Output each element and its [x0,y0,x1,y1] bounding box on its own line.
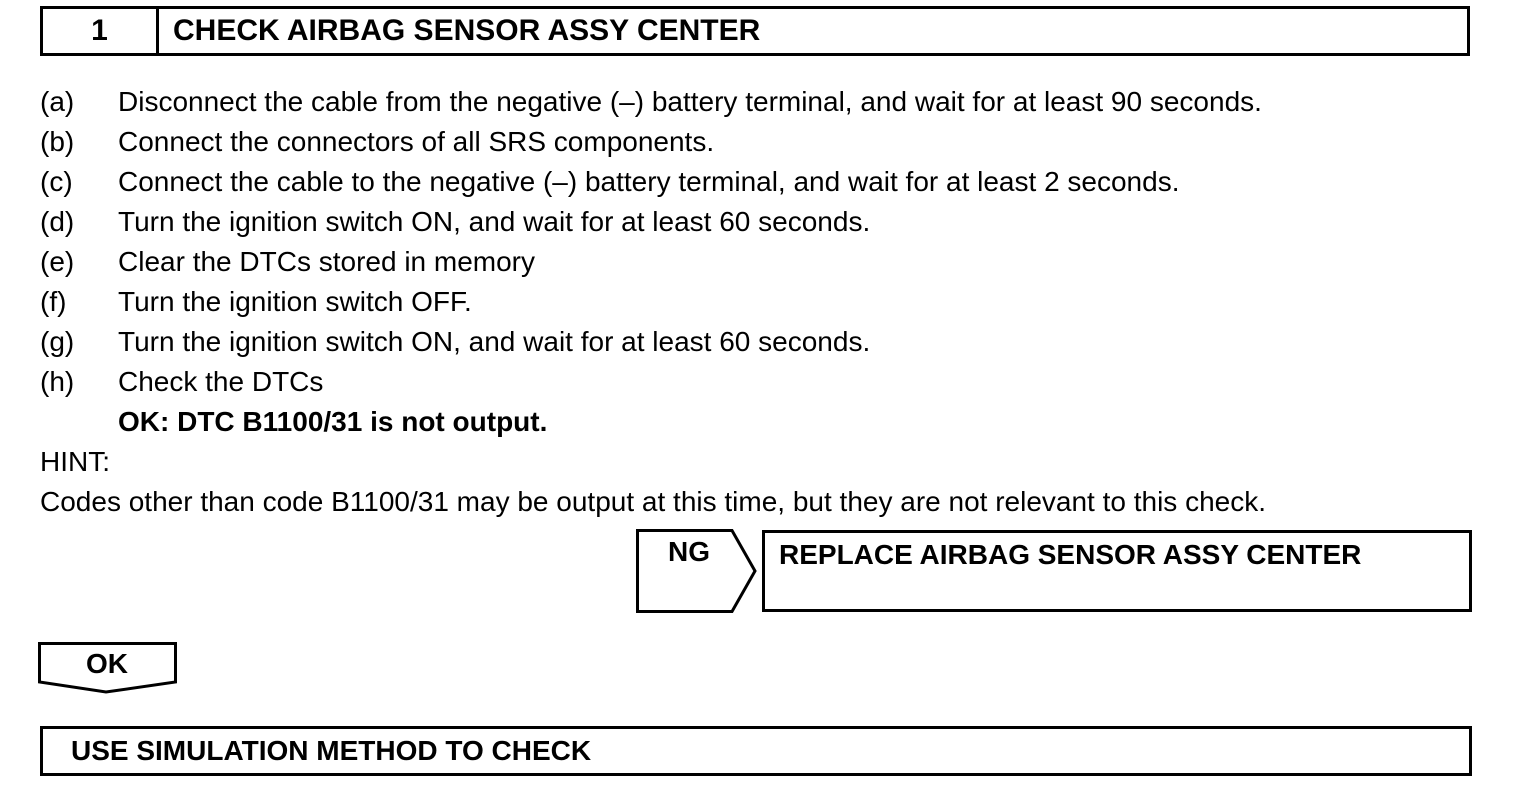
instruction-label: (e) [40,246,75,277]
instruction-label: (d) [40,206,75,237]
instruction-text: Turn the ignition switch ON, and wait for at least 60 seconds. [118,206,871,237]
instruction-label: (g) [40,326,75,357]
instruction-text: Turn the ignition switch OFF. [118,286,472,317]
instruction-label: (c) [40,166,73,197]
instruction-item [40,362,1266,402]
ng-action-box: REPLACE AIRBAG SENSOR ASSY CENTER [762,530,1472,612]
instruction-item [40,82,1266,122]
instruction-item [40,282,1266,322]
instruction-text: Connect the connectors of all SRS components. [118,126,715,157]
step-number: 1 [43,9,159,53]
instruction-text: Connect the cable to the negative (–) battery terminal, and wait for at least 2 seconds. [118,166,1180,197]
instruction-item [40,122,1266,162]
ng-label: NG [668,536,710,567]
instruction-item [40,202,1266,242]
instruction-item [40,242,1266,282]
hint-text: Codes other than code B1100/31 may be output at this time, but they are not relevant to this check. [40,486,1266,517]
next-step-box: USE SIMULATION METHOD TO CHECK [40,726,1472,776]
instruction-text: Clear the DTCs stored in memory [118,246,536,277]
instruction-list [40,82,1266,522]
instruction-label: (h) [40,366,75,397]
instruction-text: Disconnect the cable from the negative (–) battery terminal, and wait for at least 90 seconds. [118,86,1262,117]
step-header [40,6,1470,56]
ok-label: OK [86,648,128,679]
instruction-label: (a) [40,86,75,117]
instruction-label: (f) [40,286,67,317]
ok-criteria: OK: DTC B1100/31 is not output. [118,406,548,437]
instruction-item [40,322,1266,362]
hint-title: HINT: [40,446,110,477]
instruction-text: Check the DTCs [118,366,324,397]
step-title: CHECK AIRBAG SENSOR ASSY CENTER [173,14,761,47]
instruction-text: Turn the ignition switch ON, and wait for at least 60 seconds. [118,326,871,357]
instruction-label: (b) [40,126,75,157]
instruction-item [40,162,1266,202]
